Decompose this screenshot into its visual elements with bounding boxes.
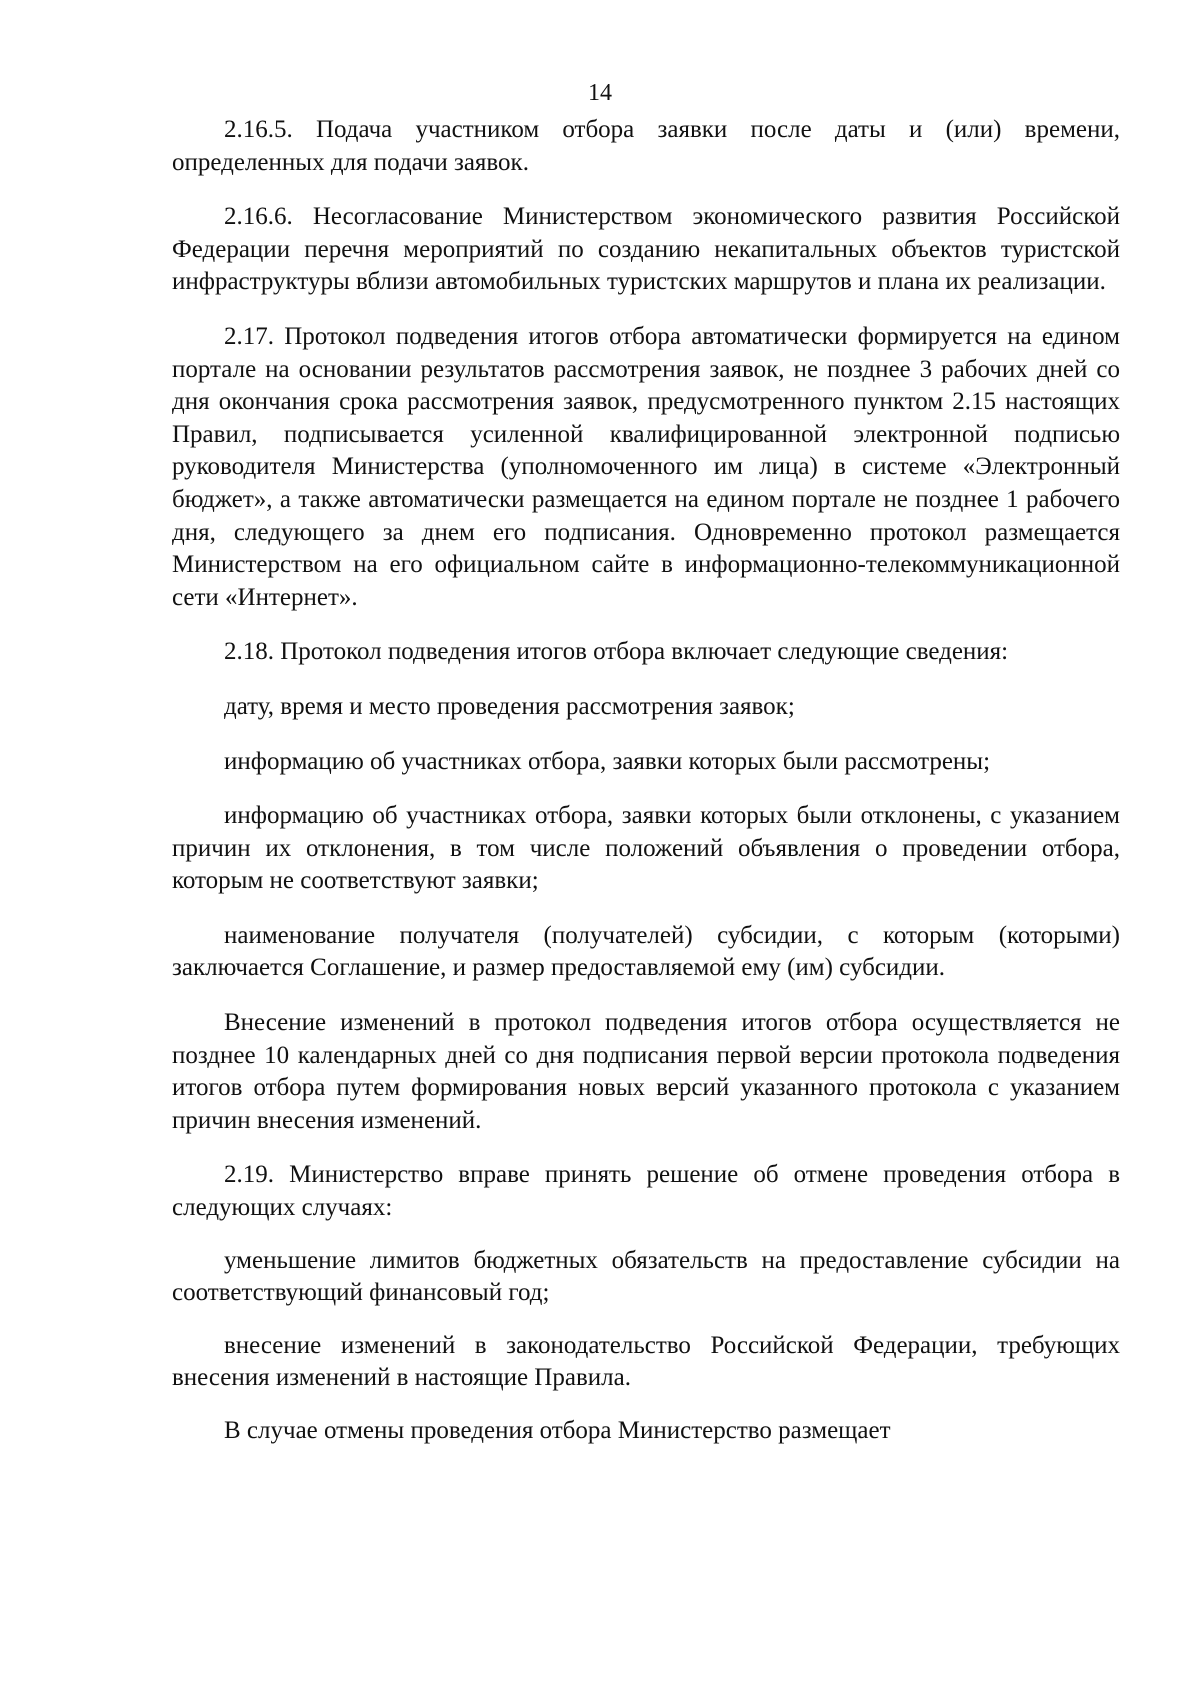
list-item-rejected-participants: информацию об участниках отбора, заявки которых были отклонены, с указанием причин их отклонения, в том числе положений объявления о проведении отбора, которым не соответствуют заявки; bbox=[172, 802, 1120, 895]
list-item-date-time-place: дату, время и место проведения рассмотрения заявок; bbox=[224, 692, 795, 720]
paragraph-2-16-5: 2.16.5. Подача участником отбора заявки после даты и (или) времени, определенных для подачи заявок. bbox=[172, 116, 1120, 176]
paragraph-2-17: 2.17. Протокол подведения итогов отбора автоматически формируется на едином портале на основании результатов рассмотрения заявок, не позднее 3 рабочих дней со дня окончания срока рассмотрения заявок, предусмотренного пунктом 2.15 настоящих Правил, подписывается усиленной квалифицированной электронной подписью руководителя Министерства (уполномоченного им лица) в системе «Электронный бюджет», а также автоматически размещается на едином портале не позднее 1 рабочего дня, следующего за днем его подписания. Одновременно протокол размещается Министерством на его официальном сайте в информационно-телекоммуникационной сети «Интернет». bbox=[172, 322, 1120, 611]
paragraph-2-19: 2.19. Министерство вправе принять решение об отмене проведения отбора в следующих случаях: bbox=[172, 1161, 1120, 1222]
list-item-budget-limits: уменьшение лимитов бюджетных обязательств на предоставление субсидии на соответствующий финансовый год; bbox=[172, 1246, 1120, 1307]
paragraph-2-18: 2.18. Протокол подведения итогов отбора включает следующие сведения: bbox=[224, 638, 1009, 666]
list-item-subsidy-recipients: наименование получателя (получателей) субсидии, с которым (которыми) заключается Соглашение, и размер предоставляемой ему (им) субсидии. bbox=[172, 921, 1120, 982]
paragraph-protocol-changes: Внесение изменений в протокол подведения итогов отбора осуществляется не позднее 10 календарных дней со дня подписания первой версии протокола подведения итогов отбора путем формирования новых версий указанного протокола с указанием причин внесения изменений. bbox=[172, 1009, 1120, 1134]
list-item-considered-participants: информацию об участниках отбора, заявки которых были рассмотрены; bbox=[224, 747, 991, 775]
paragraph-cancellation: В случае отмены проведения отбора Министерство размещает bbox=[224, 1417, 891, 1444]
list-item-legislation-changes: внесение изменений в законодательство Российской Федерации, требующих внесения изменений в настоящие Правила. bbox=[172, 1331, 1120, 1392]
document-body bbox=[172, 114, 1120, 1470]
page-number: 14 bbox=[588, 80, 612, 106]
paragraph-2-16-6: 2.16.6. Несогласование Министерством экономического развития Российской Федерации перечня мероприятий по созданию некапитальных объектов туристской инфраструктуры вблизи автомобильных туристских маршрутов и плана их реализации. bbox=[172, 203, 1120, 296]
